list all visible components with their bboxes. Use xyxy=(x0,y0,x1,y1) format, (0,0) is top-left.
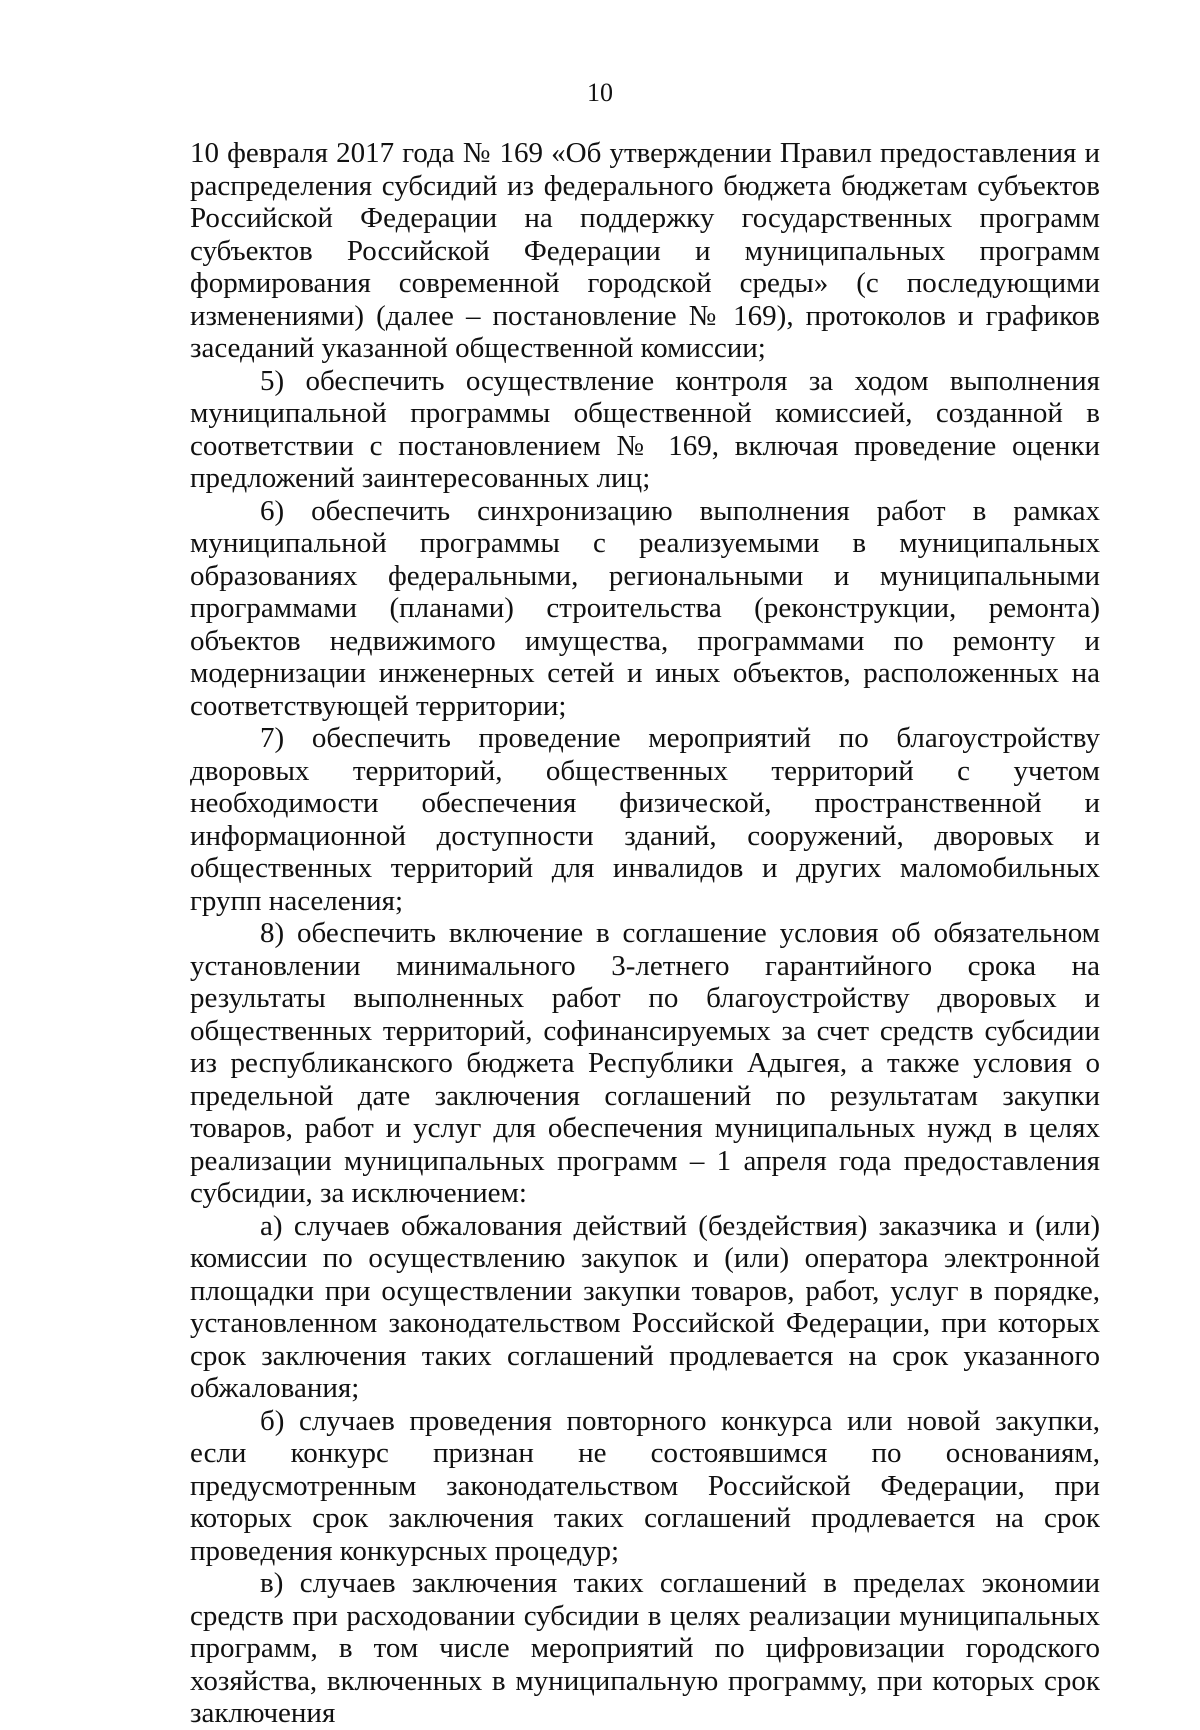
paragraph-item-6: 6) обеспечить синхронизацию выполнения работ в рамках муниципальной программы с реализуемыми в муниципальных образованиях федеральными, региональными и муниципальными программами (планами) строительства (реконструкции, ремонта) объектов недвижимого имущества, программами по ремонту и модернизации инженерных сетей и иных объектов, расположенных на соответствующей территории; xyxy=(190,494,1100,722)
paragraph-subitem-b: б) случаев проведения повторного конкурса или новой закупки, если конкурс признан не состоявшимся по основаниям, предусмотренным законодательством Российской Федерации, при которых срок заключения таких соглашений продлевается на срок проведения конкурсных процедур; xyxy=(190,1404,1100,1567)
paragraph-subitem-a: а) случаев обжалования действий (бездействия) заказчика и (или) комиссии по осуществлению закупок и (или) оператора электронной площадки при осуществлении закупки товаров, работ, услуг в порядке, установленном законодательством Российской Федерации, при которых срок заключения таких соглашений продлевается на срок указанного обжалования; xyxy=(190,1209,1100,1404)
paragraph-item-7: 7) обеспечить проведение мероприятий по благоустройству дворовых территорий, общественных территорий с учетом необходимости обеспечения физической, пространственной и информационной доступности зданий, сооружений, дворовых и общественных территорий для инвалидов и других маломобильных групп населения; xyxy=(190,722,1100,917)
paragraph-continuation: 10 февраля 2017 года № 169 «Об утверждении Правил предоставления и распределения субсидий из федерального бюджета бюджетам субъектов Российской Федерации на поддержку государственных программ субъектов Российской Федерации и муниципальных программ формирования современной городской среды» (с последующими изменениями) (далее – постановление № 169), протоколов и графиков заседаний указанной общественной комиссии; xyxy=(190,137,1100,364)
document-body xyxy=(190,137,1100,1730)
paragraph-item-5: 5) обеспечить осуществление контроля за ходом выполнения муниципальной программы общественной комиссией, созданной в соответствии с постановлением № 169, включая проведение оценки предложений заинтересованных лиц; xyxy=(190,364,1100,494)
paragraph-subitem-v: в) случаев заключения таких соглашений в пределах экономии средств при расходовании субсидии в целях реализации муниципальных программ, в том числе мероприятий по цифровизации городского хозяйства, включенных в муниципальную программу, при которых срок заключения xyxy=(190,1567,1100,1729)
page-number: 10 xyxy=(587,78,613,107)
paragraph-item-8: 8) обеспечить включение в соглашение условия об обязательном установлении минимального 3-летнего гарантийного срока на результаты выполненных работ по благоустройству дворовых и общественных территорий, софинансируемых за счет средств субсидии из республиканского бюджета Республики Адыгея, а также условия о предельной дате заключения соглашений по результатам закупки товаров, работ и услуг для обеспечения муниципальных нужд в целях реализации муниципальных программ – 1 апреля года предоставления субсидии, за исключением: xyxy=(190,917,1100,1209)
